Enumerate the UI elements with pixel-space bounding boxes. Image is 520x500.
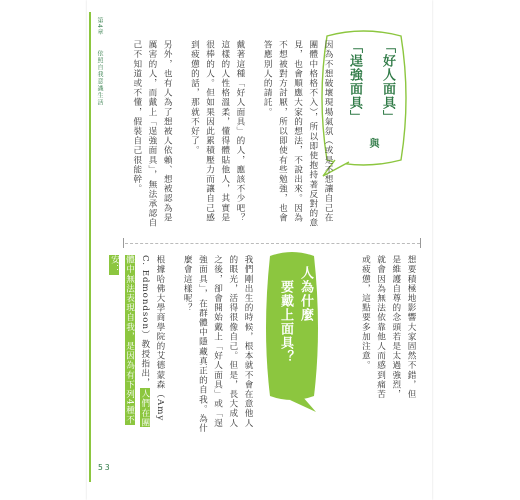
paragraph: 因為不想破壞現場氣氛（或是不想讓自己在團體中格格不入），所以即使抱持著反對的意見，也會順應大家的想法，不說出來。因為不想被對方討厭，所以即使有些勉強，也會答應別人的請託。 [262,40,333,228]
paragraph [106,255,167,435]
chapter-number: 第4章 [96,17,103,36]
highlight-text: 人們在團體中無法表現自我，是因為有下列4種不安： [109,255,150,427]
divider-cap-left [123,238,124,248]
bottom-left-text [109,255,255,435]
paragraph: 戴著這種「好人面具」的人，應該不少吧？這樣的人性格溫柔，懂得體貼他人，其實是很棒的人。但如果因此累積壓力而讓自己感到疲憊的話，那就不好了。 [189,40,245,223]
paragraph: 我們剛出生的時候，根本就不會在意他人的眼光，活得很像自己。但是，長大成人之後，卻會開始戴上「好人面具」或「逞強面具」，在群體中隱藏真正的自我。為什麼會這樣呢？ [182,255,253,434]
bottom-right-text [360,255,418,405]
paragraph: 另外，也有人為了想被人依賴、想被認為是厲害的人，而戴上「逞強面具」，無法承認自己不知道或不懂，假裝自己很能幹。 [131,40,173,228]
section-divider [125,243,420,244]
page-number: 53 [98,463,112,472]
top-title-line3: 「逞強面具」 [347,40,362,124]
bottom-title-line1: 人為什麼 [298,266,313,322]
top-title-line2: 與 [367,138,378,149]
paragraph: 想要積極地影響大家固然不錯，但是維護自尊的念頭若是太過強烈，就會因為無法依靠他人而感到痛苦或疲憊，這點要多加注意。 [360,255,416,399]
citation-text: 根據哈佛大學商學院的艾德蒙森（Amy C. Edmondson）教授指出， [139,255,165,422]
chapter-title: 依照自我意識生活 [96,50,103,106]
divider-cap-right [420,238,421,248]
top-title-line1: 「好人面具」 [380,40,395,124]
bottom-title-line2: 要戴上面具？ [278,280,293,364]
top-text [120,40,335,228]
